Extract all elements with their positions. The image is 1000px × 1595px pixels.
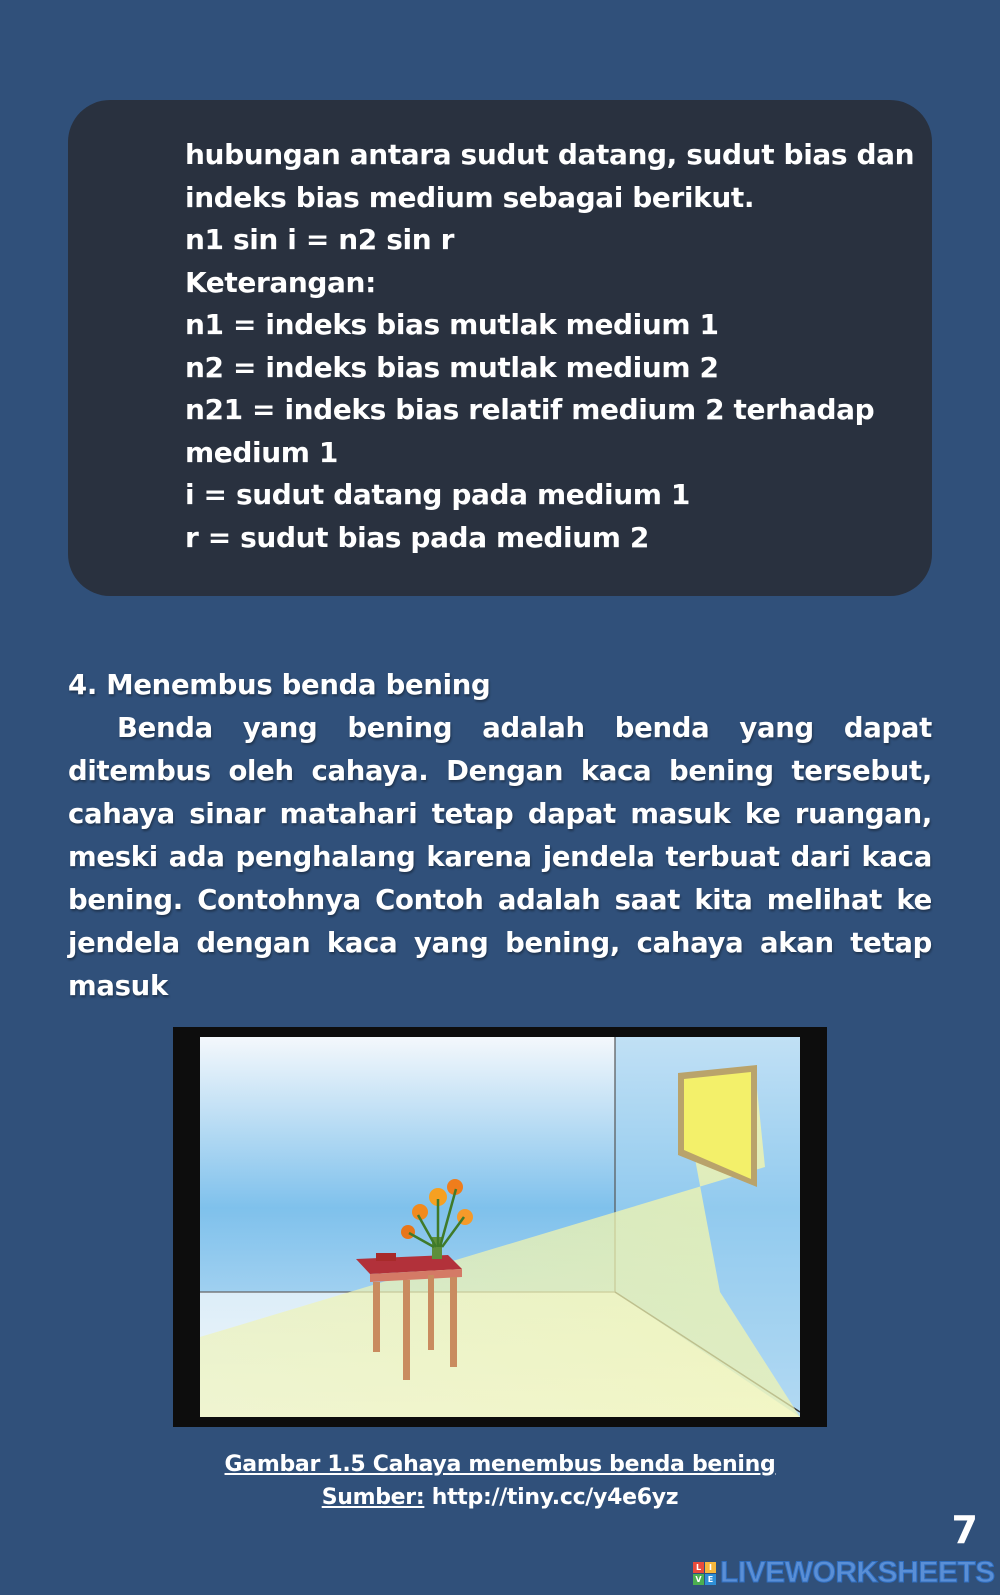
liveworksheets-brand[interactable] (693, 1556, 995, 1590)
section-paragraph: Benda yang bening adalah benda yang dapat ditembus oleh cahaya. Dengan kaca bening tersebut, cahaya sinar matahari tetap dapat masuk ke ruangan, meski ada penghalang karena jendela terbuat dari kaca bening. Contohnya Contoh adalah saat kita melihat ke jendela dengan kaca yang bening, cahaya akan tetap masuk (68, 712, 932, 1002)
info-line: i = sudut datang pada medium 1 (185, 478, 690, 511)
info-line: n2 = indeks bias mutlak medium 2 (185, 350, 719, 384)
info-line: r = sudut bias pada medium 2 (185, 520, 649, 554)
logo-tile: E (705, 1574, 716, 1585)
info-line: medium 1 (185, 435, 338, 469)
info-box-text (185, 134, 915, 559)
liveworksheets-logo-icon (693, 1562, 716, 1585)
formula-line: n1 sin i = n2 sin r (185, 223, 454, 256)
figure-caption (0, 1448, 1000, 1514)
brand-text: LIVEWORKSHEETS (720, 1556, 995, 1589)
section-title: 4. Menembus benda bening (68, 669, 491, 701)
source-label: Sumber: (321, 1485, 425, 1510)
figure-light-through-window (173, 1027, 827, 1427)
logo-tile: I (705, 1562, 716, 1573)
caption-title: Gambar 1.5 Cahaya menembus benda bening (224, 1452, 776, 1477)
logo-tile: L (693, 1562, 704, 1573)
caption-source (0, 1481, 1000, 1514)
logo-tile: V (693, 1574, 704, 1585)
info-line: indeks bias medium sebagai berikut. (185, 180, 755, 214)
source-url[interactable]: http://tiny.cc/y4e6yz (431, 1485, 679, 1510)
info-line: n1 = indeks bias mutlak medium 1 (185, 308, 719, 341)
info-line: n21 = indeks bias relatif medium 2 terhadap (185, 393, 875, 426)
page-number: 7 (951, 1508, 978, 1552)
info-box (68, 100, 932, 596)
section-menembus (68, 664, 932, 1008)
info-line: Keterangan: (185, 265, 376, 299)
room-illustration (200, 1037, 800, 1417)
info-line: hubungan antara sudut datang, sudut bias dan (185, 138, 915, 171)
